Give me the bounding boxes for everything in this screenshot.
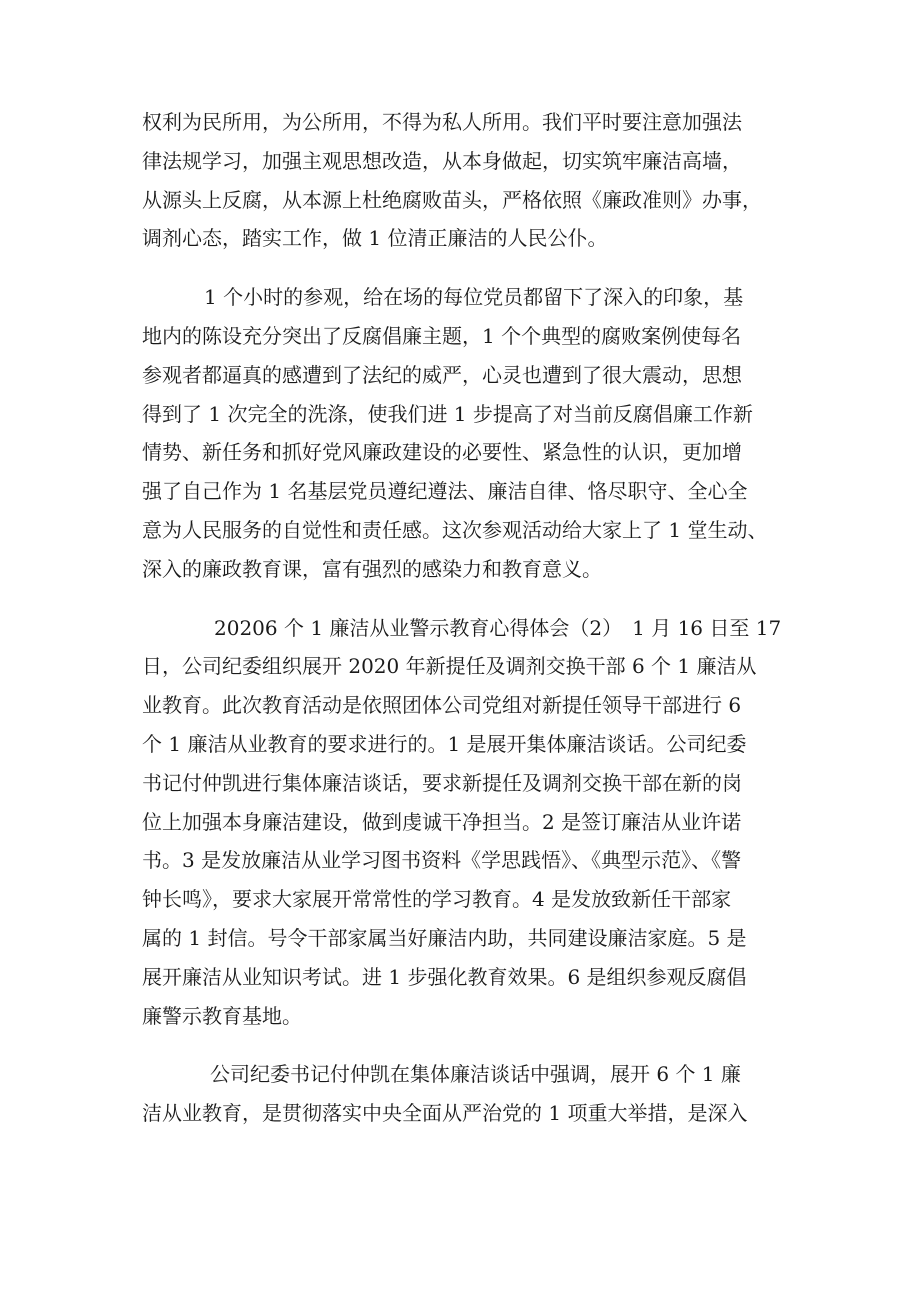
paragraph-spacer [142, 258, 787, 278]
paragraph-1 [142, 103, 787, 258]
paragraph-line: 个 1 廉洁从业教育的要求进行的。1 是展开集体廉洁谈话。公司纪委 [142, 731, 747, 756]
paragraph-line: 业教育。此次教育活动是依照团体公司党组对新提任领导干部进行 6 [142, 693, 742, 718]
paragraph-line: 钟长鸣》，要求大家展开常常性的学习教育。4 是发放致新任干部家 [142, 887, 732, 912]
paragraph-line: 地内的陈设充分突出了反腐倡廉主题，1 个个典型的腐败案例使每名 [142, 323, 742, 348]
paragraph-line: 强了自己作为 1 名基层党员遵纪遵法、廉洁自律、恪尽职守、全心全 [142, 479, 748, 504]
document-body [142, 103, 787, 1133]
paragraph-line: 公司纪委书记付仲凯在集体廉洁谈话中强调，展开 6 个 1 廉 [210, 1062, 741, 1087]
paragraph-line: 廉警示教育基地。 [142, 1003, 302, 1028]
paragraph-line: 律法规学习，加强主观思想改造，从本身做起，切实筑牢廉洁高墙， [142, 148, 742, 173]
paragraph-spacer [142, 1035, 787, 1055]
paragraph-line: 20206 个 1 廉洁从业警示教育心得体会（2） 1 月 16 日至 17 [214, 615, 782, 640]
paragraph-line: 参观者都逼真的感遭到了法纪的威严，心灵也遭到了很大震动，思想 [142, 362, 742, 387]
paragraph-line: 调剂心态，踏实工作，做 1 位清正廉洁的人民公仆。 [142, 226, 608, 251]
paragraph-line: 1 个小时的参观，给在场的每位党员都留下了深入的印象，基 [204, 285, 744, 310]
paragraph-line: 书记付仲凯进行集体廉洁谈话，要求新提任及调剂交换干部在新的岗 [142, 770, 742, 795]
paragraph-line: 意为人民服务的自觉性和责任感。这次参观活动给大家上了 1 堂生动、 [142, 517, 768, 542]
paragraph-line: 权利为民所用，为公所用，不得为私人所用。我们平时要注意加强法 [142, 110, 742, 134]
paragraph-line: 位上加强本身廉洁建设，做到虔诚干净担当。2 是签订廉洁从业许诺 [142, 809, 742, 834]
paragraph-spacer [142, 589, 787, 609]
paragraph-line: 洁从业教育，是贯彻落实中央全面从严治党的 1 项重大举措，是深入 [142, 1101, 748, 1126]
paragraph-line: 日，公司纪委组织展开 2020 年新提任及调剂交换干部 6 个 1 廉洁从 [142, 654, 757, 679]
paragraph-line: 书。3 是发放廉洁从业学习图书资料《学思践悟》、《典型示范》、《警 [142, 848, 742, 873]
paragraph-2 [142, 278, 787, 588]
paragraph-3 [142, 609, 787, 1036]
paragraph-4 [142, 1055, 787, 1133]
paragraph-line: 从源头上反腐，从本源上杜绝腐败苗头，严格依照《廉政准则》办事， [142, 187, 762, 212]
paragraph-line: 得到了 1 次完全的洗涤，使我们进 1 步提高了对当前反腐倡廉工作新 [142, 401, 753, 426]
paragraph-line: 情势、新任务和抓好党风廉政建设的必要性、紧急性的认识，更加增 [142, 440, 742, 465]
paragraph-line: 展开廉洁从业知识考试。进 1 步强化教育效果。6 是组织参观反腐倡 [142, 964, 747, 989]
paragraph-line: 属的 1 封信。号令干部家属当好廉洁内助，共同建设廉洁家庭。5 是 [142, 925, 747, 950]
paragraph-line: 深入的廉政教育课，富有强烈的感染力和教育意义。 [142, 556, 602, 581]
